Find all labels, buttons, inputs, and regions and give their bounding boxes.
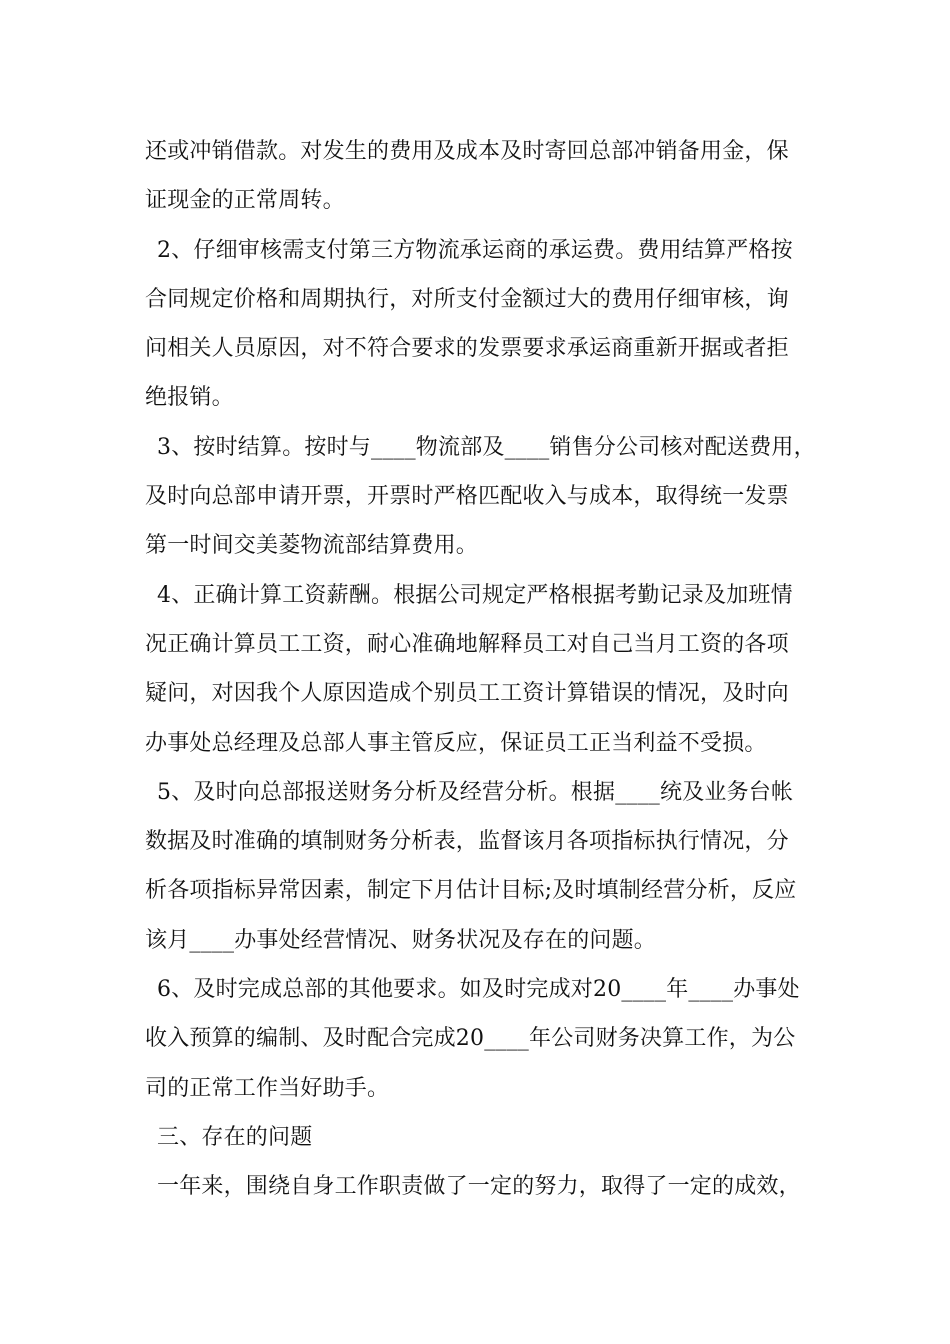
text-line: 6、及时完成总部的其他要求。如及时完成对20____年____办事处: [157, 977, 800, 1003]
text-line: 证现金的正常周转。: [145, 188, 345, 214]
text-line: 司的正常工作当好助手。: [145, 1075, 390, 1101]
text-line: 合同规定价格和周期执行，对所支付金额过大的费用仔细审核，询: [145, 286, 789, 312]
text-line: 数据及时准确的填制财务分析表，监督该月各项指标执行情况，分: [145, 829, 789, 855]
text-line: 第一时间交美菱物流部结算费用。: [145, 533, 479, 559]
text-line: 绝报销。: [145, 385, 234, 411]
text-line: 4、正确计算工资薪酬。根据公司规定严格根据考勤记录及加班情: [157, 582, 793, 608]
text-line: 收入预算的编制、及时配合完成20____年公司财务决算工作，为公: [145, 1026, 796, 1052]
text-line: 5、及时向总部报送财务分析及经营分析。根据____统及业务台帐: [157, 779, 794, 805]
section-heading: 三、存在的问题: [157, 1124, 313, 1150]
text-line: 3、按时结算。按时与____物流部及____销售分公司核对配送费用，: [157, 434, 816, 460]
text-line: 该月____办事处经营情况、财务状况及存在的问题。: [145, 927, 657, 953]
text-line: 办事处总经理及总部人事主管反应，保证员工正当利益不受损。: [145, 730, 767, 756]
text-line: 问相关人员原因，对不符合要求的发票要求承运商重新开据或者拒: [145, 336, 789, 362]
text-line: 况正确计算员工工资，耐心准确地解释员工对自己当月工资的各项: [145, 631, 789, 657]
body-text: [145, 127, 815, 1212]
text-line: 2、仔细审核需支付第三方物流承运商的承运费。费用结算严格按: [157, 237, 793, 263]
text-line: 一年来，围绕自身工作职责做了一定的努力，取得了一定的成效，: [157, 1174, 801, 1200]
text-line: 析各项指标异常因素，制定下月估计目标;及时填制经营分析，反应: [145, 878, 797, 904]
text-line: 及时向总部申请开票，开票时严格匹配收入与成本，取得统一发票: [145, 484, 789, 510]
text-line: 疑问，对因我个人原因造成个别员工工资计算错误的情况，及时向: [145, 681, 789, 707]
text-line: 还或冲销借款。对发生的费用及成本及时寄回总部冲销备用金，保: [145, 139, 789, 164]
